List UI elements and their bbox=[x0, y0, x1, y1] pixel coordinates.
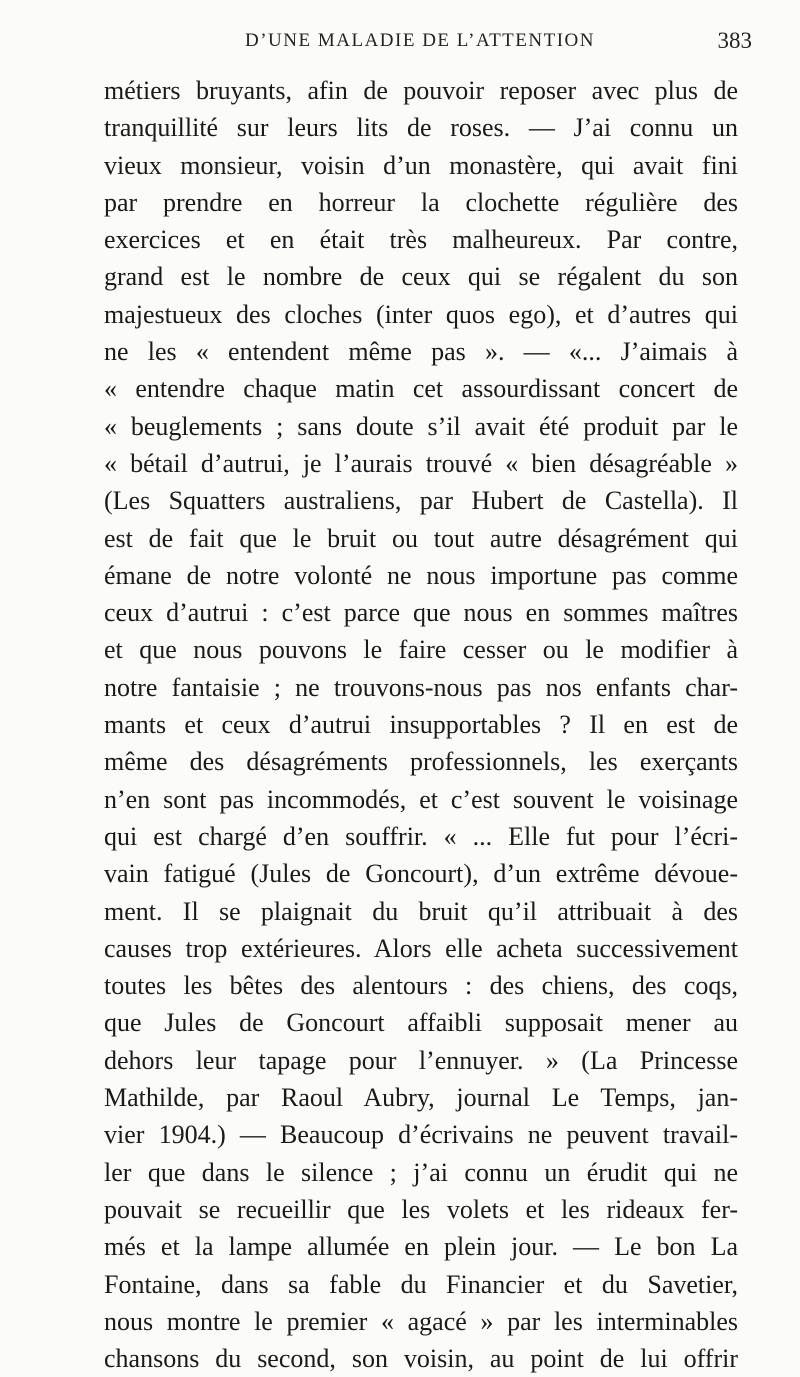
text-line: chansons du second, son voisin, au point de lui offrir bbox=[104, 1344, 738, 1374]
text-line: nous montre le premier « agacé » par les interminables bbox=[104, 1306, 738, 1336]
text-line: més et la lampe allumée en plein jour. — Le bon La bbox=[104, 1232, 738, 1262]
text-line: exercices et en était très malheureux. Par contre, bbox=[104, 225, 738, 255]
text-line: et que nous pouvons le faire cesser ou le modifier à bbox=[104, 635, 738, 665]
text-line: par prendre en horreur la clochette régulière des bbox=[104, 187, 738, 217]
text-line: vier 1904.) — Beaucoup d’écrivains ne peuvent travail- bbox=[104, 1120, 738, 1150]
text-line: majestueux des cloches (inter quos ego), et d’autres qui bbox=[104, 299, 738, 329]
text-line: tranquillité sur leurs lits de roses. — J’ai connu un bbox=[104, 113, 738, 143]
text-line: dehors leur tapage pour l’ennuyer. » (La Princesse bbox=[104, 1045, 738, 1075]
text-line: vain fatigué (Jules de Goncourt), d’un extrême dévoue- bbox=[104, 859, 738, 889]
text-line: que Jules de Goncourt affaibli supposait mener au bbox=[104, 1008, 738, 1038]
text-line: (Les Squatters australiens, par Hubert de Castella). Il bbox=[104, 486, 738, 516]
text-line: Fontaine, dans sa fable du Financier et du Savetier, bbox=[104, 1269, 738, 1299]
text-line: ceux d’autrui : c’est parce que nous en sommes maîtres bbox=[104, 598, 738, 628]
text-line: Mathilde, par Raoul Aubry, journal Le Temps, jan- bbox=[104, 1083, 738, 1113]
text-line: « bétail d’autrui, je l’aurais trouvé « bien désagréable » bbox=[104, 448, 738, 478]
text-line: ment. Il se plaignait du bruit qu’il attribuait à des bbox=[104, 896, 738, 926]
text-line: émane de notre volonté ne nous importune pas comme bbox=[104, 560, 738, 590]
text-line: ler que dans le silence ; j’ai connu un érudit qui ne bbox=[104, 1157, 738, 1187]
text-line: mants et ceux d’autrui insupportables ? Il en est de bbox=[104, 710, 738, 740]
text-line: causes trop extérieures. Alors elle acheta successivement bbox=[104, 933, 738, 963]
text-line: métiers bruyants, afin de pouvoir reposer avec plus de bbox=[104, 76, 738, 105]
text-line: « entendre chaque matin cet assourdissant concert de bbox=[104, 374, 738, 404]
text-line: n’en sont pas incommodés, et c’est souvent le voisinage bbox=[104, 784, 738, 814]
text-line: vieux monsieur, voisin d’un monastère, qui avait fini bbox=[104, 150, 738, 180]
page-number: 383 bbox=[717, 28, 752, 53]
text-line: même des désagréments professionnels, les exerçants bbox=[104, 747, 738, 777]
text-line: ne les « entendent même pas ». — «... J’aimais à bbox=[104, 337, 738, 367]
body-text bbox=[104, 72, 738, 1377]
text-line: est de fait que le bruit ou tout autre désagrément qui bbox=[104, 523, 738, 553]
text-line: « beuglements ; sans doute s’il avait été produit par le bbox=[104, 411, 738, 441]
running-title: D’UNE MALADIE DE L’ATTENTION bbox=[245, 30, 595, 51]
text-line: qui est chargé d’en souffrir. « ... Elle fut pour l’écri- bbox=[104, 821, 738, 851]
text-line: notre fantaisie ; ne trouvons-nous pas nos enfants char- bbox=[104, 672, 738, 702]
text-line: toutes les bêtes des alentours : des chiens, des coqs, bbox=[104, 971, 738, 1001]
text-line: grand est le nombre de ceux qui se régalent du son bbox=[104, 262, 738, 292]
text-line: pouvait se recueillir que les volets et les rideaux fer- bbox=[104, 1194, 738, 1224]
